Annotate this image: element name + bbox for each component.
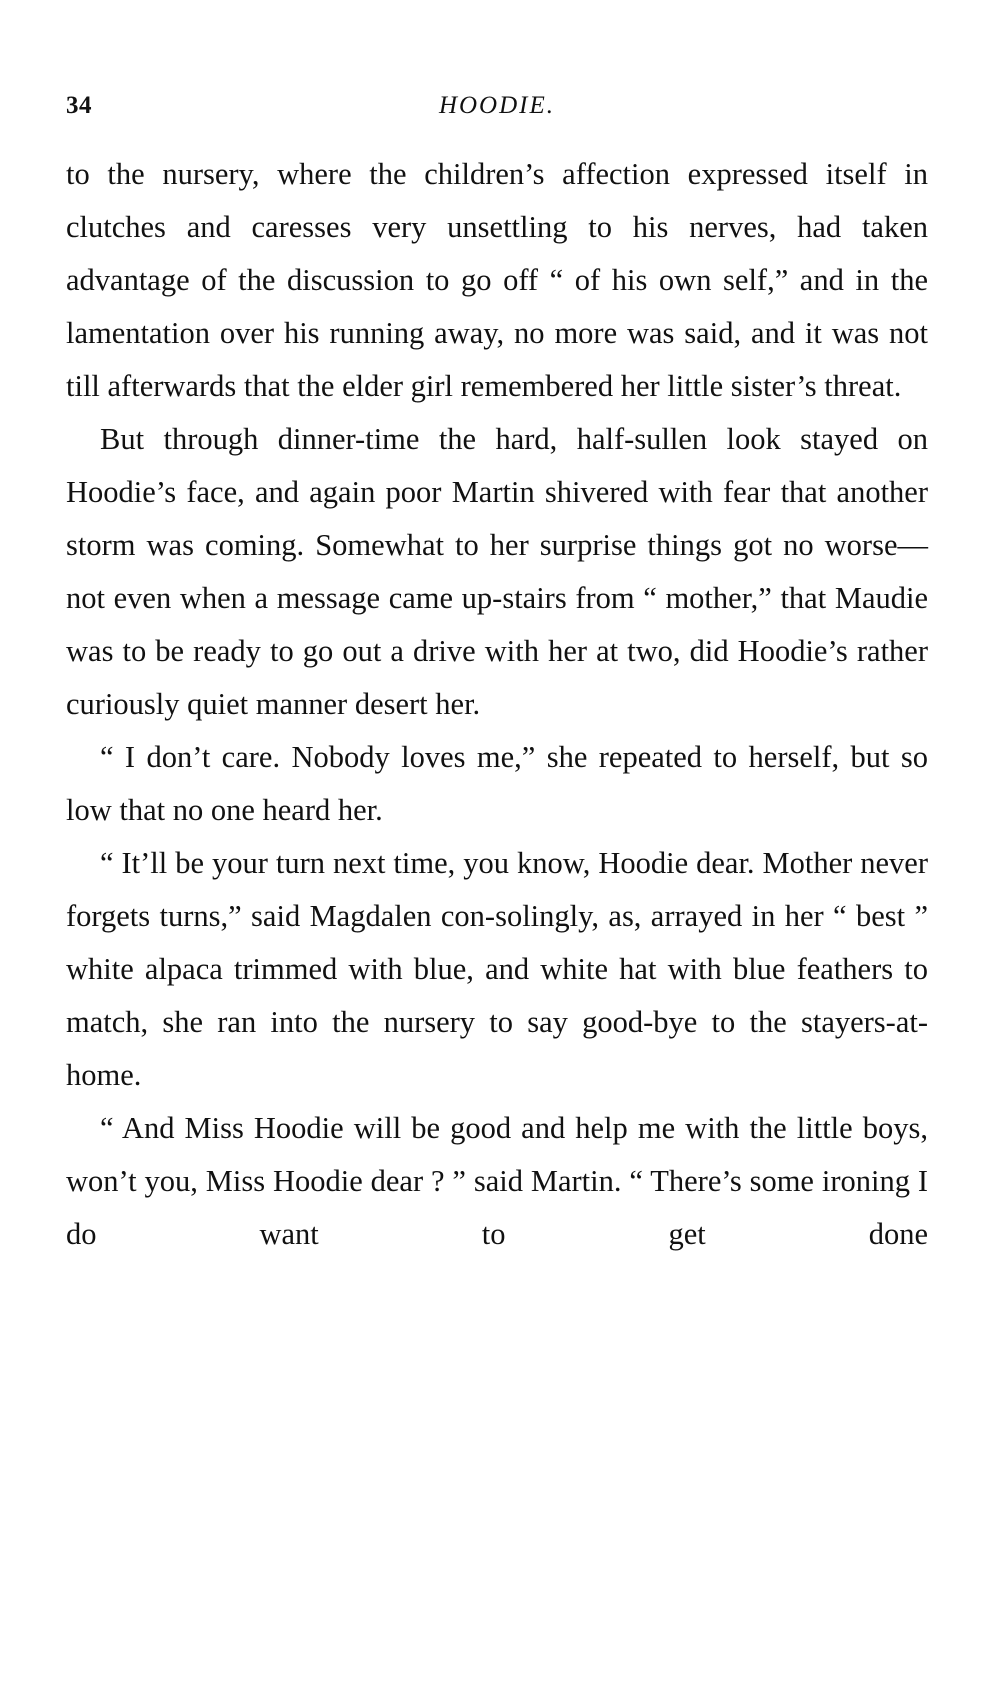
page-header [66,92,928,126]
running-title: HOODIE. [438,92,556,119]
paragraph-miss-hoodie: “ And Miss Hoodie will be good and help me with the little boys, won’t you, Miss Hoodie dear ? ” said Martin. “ There’s some ironing I do want to get done [66,1111,928,1251]
paragraph-continuation: to the nursery, where the children’s affection expressed itself in clutches and caresses very unsettling to his nerves, had taken advantage of the discussion to go off “ of his own self,” and in the lamentation over his running away, no more was said, and it was not till afterwards that the elder girl remembered her little sister’s threat. [66,157,928,403]
paragraph-your-turn: “ It’ll be your turn next time, you know, Hoodie dear. Mother never forgets turns,” said Magdalen con-solingly, as, arrayed in her “ best ” white alpaca trimmed with blue, and white hat with blue feathers to match, she ran into the nursery to say good-bye to the stayers-at-home. [66,846,928,1092]
page-number: 34 [66,92,92,119]
body-text [66,148,928,1261]
paragraph-nobody-loves-me: “ I don’t care. Nobody loves me,” she repeated to herself, but so low that no one heard her. [66,740,928,827]
paragraph-dinner-time: But through dinner-time the hard, half-sullen look stayed on Hoodie’s face, and again poor Martin shivered with fear that another storm was coming. Somewhat to her surprise things got no worse—not even when a message came up-stairs from “ mother,” that Maudie was to be ready to go out a drive with her at two, did Hoodie’s rather curiously quiet manner desert her. [66,422,928,721]
